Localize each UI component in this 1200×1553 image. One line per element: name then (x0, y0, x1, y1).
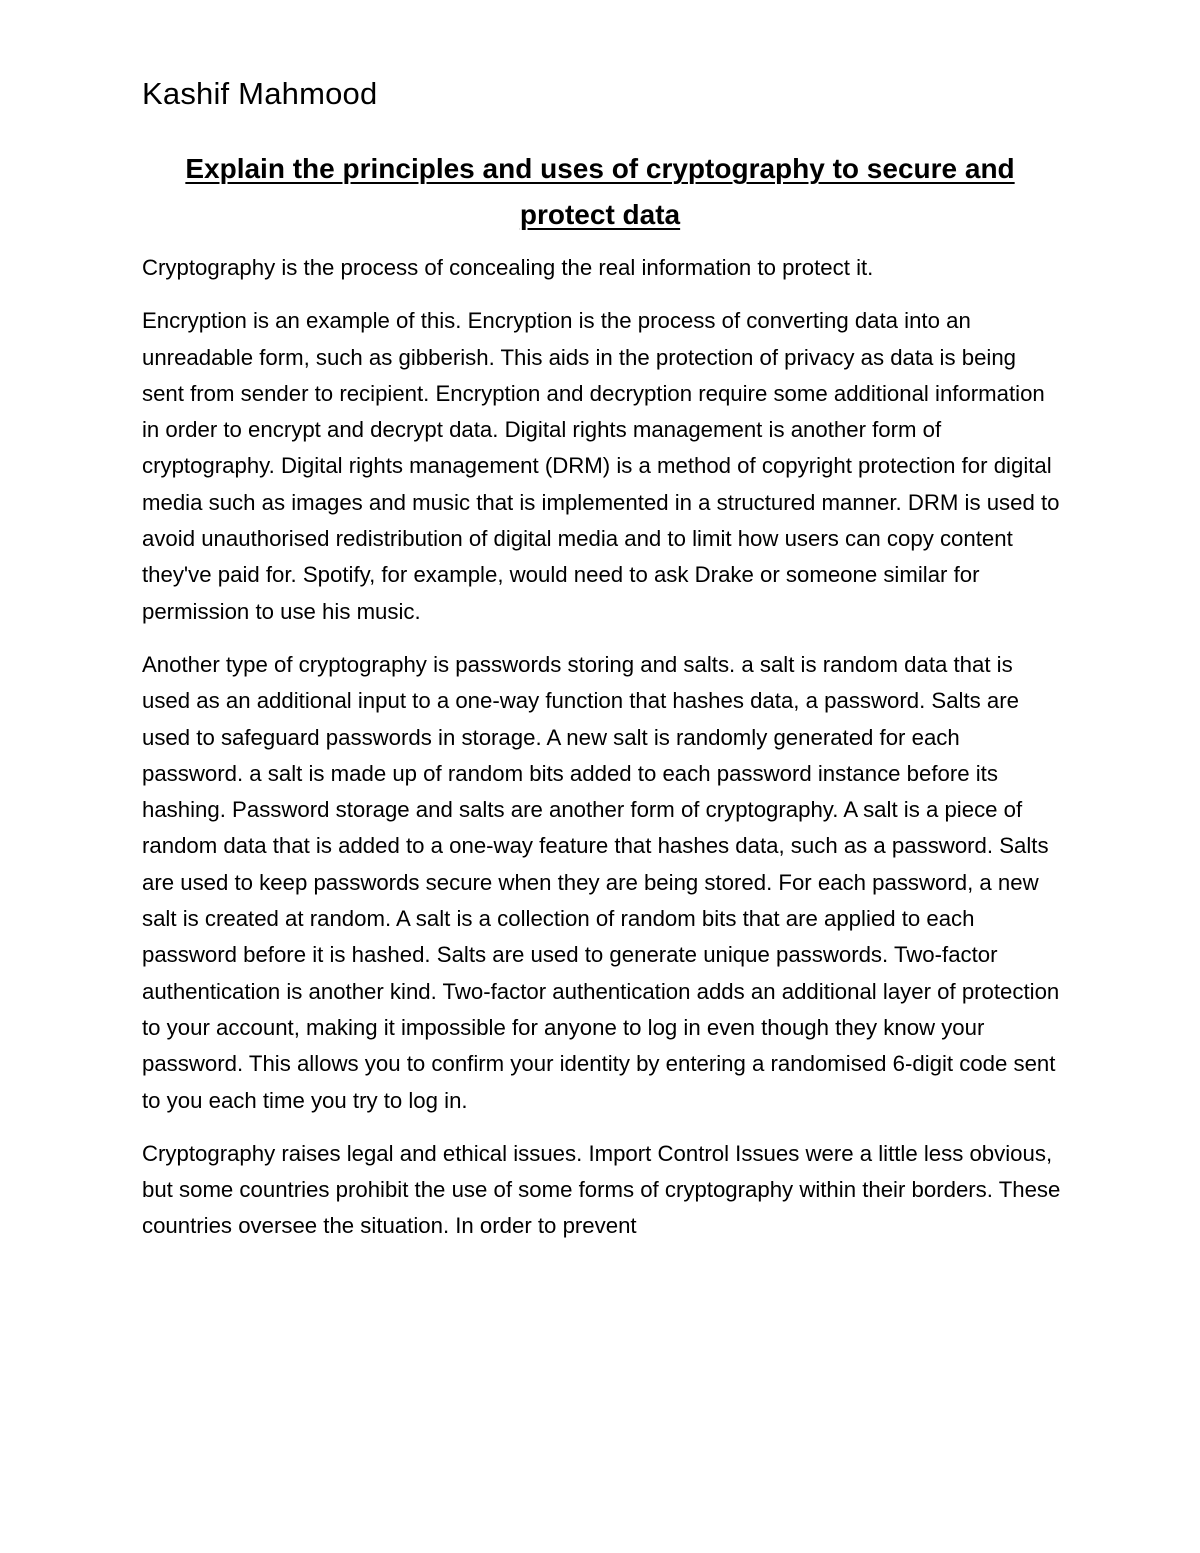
paragraph-intro: Cryptography is the process of concealing the real information to protect it. (142, 255, 874, 280)
document-body (142, 250, 1062, 1262)
document-title: Explain the principles and uses of cryptography to secure and protect data (185, 153, 1015, 230)
paragraph-encryption: Encryption is an example of this. Encryption is the process of converting data into an unreadable form, such as gibberish. This aids in the protection of privacy as data is being sent from sender to recipient. Encryption and decryption require some additional information in order to encrypt and decrypt data. Digital rights management is another form of cryptography. Digital rights management (DRM) is a method of copyright protection for digital media such as images and music that is implemented in a structured manner. DRM is used to avoid unauthorised redistribution of digital media and to limit how users can copy content they've paid for. Spotify, for example, would need to ask Drake or someone similar for permission to use his music. (142, 308, 1060, 624)
author-name: Kashif Mahmood (142, 76, 378, 111)
paragraph-salts: Another type of cryptography is passwords storing and salts. a salt is random data that is used as an additional input to a one-way function that hashes data, a password. Salts are used to safeguard passwords in storage. A new salt is randomly generated for each password. a salt is made up of random bits added to each password instance before its hashing. Password storage and salts are another form of cryptography. A salt is a piece of random data that is added to a one-way feature that hashes data, such as a password. Salts are used to keep passwords secure when they are being stored. For each password, a new salt is created at random. A salt is a collection of random bits that are applied to each password before it is hashed. Salts are used to generate unique passwords. Two-factor authentication is another kind. Two-factor authentication adds an additional layer of protection to your account, making it impossible for anyone to log in even though they know your password. This allows you to confirm your identity by entering a randomised 6-digit code sent to you each time you try to log in. (142, 651, 1060, 1113)
paragraph-legal-issues: Cryptography raises legal and ethical issues. Import Control Issues were a little less obvious, but some countries prohibit the use of some forms of cryptography within their borders. These countries oversee the situation. In order to prevent (142, 1140, 1061, 1239)
